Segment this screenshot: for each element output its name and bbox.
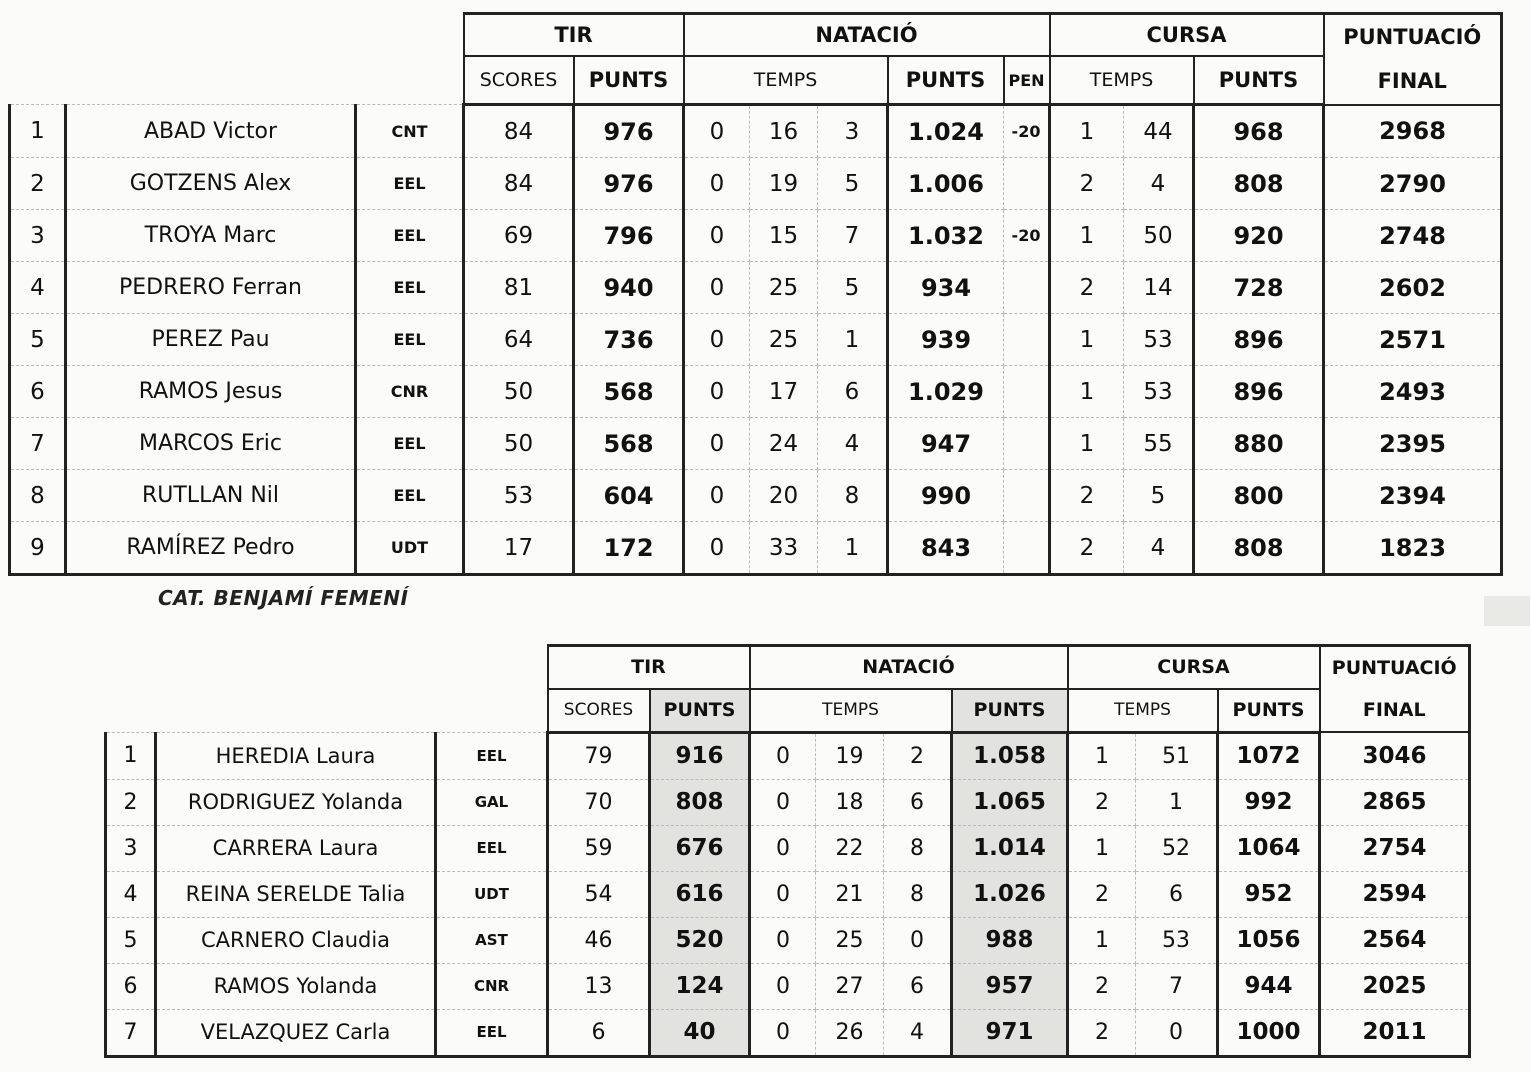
natacio-min-cell: 0 — [750, 1009, 816, 1056]
natacio-dec-cell: 6 — [884, 963, 952, 1009]
cursa-punts-cell: 1072 — [1218, 732, 1320, 779]
athlete-name-cell: RAMOS Yolanda — [156, 963, 436, 1009]
final-score-cell: 2968 — [1324, 105, 1502, 158]
cursa-min-cell: 1 — [1050, 366, 1124, 418]
tir-punts-header: PUNTS — [650, 689, 750, 732]
tir-punts-cell: 796 — [574, 210, 684, 262]
scan-smudge — [1484, 596, 1530, 626]
tir-scores-cell: 17 — [464, 522, 574, 575]
table-row — [106, 917, 1470, 963]
tir-punts-cell: 568 — [574, 366, 684, 418]
club-cell: EEL — [356, 418, 464, 470]
natacio-min-cell: 0 — [684, 262, 750, 314]
tir-punts-cell: 616 — [650, 871, 750, 917]
club-cell: EEL — [356, 314, 464, 366]
tir-scores-cell: 69 — [464, 210, 574, 262]
natacio-dec-cell: 8 — [884, 871, 952, 917]
tir-scores-cell: 70 — [548, 779, 650, 825]
tir-punts-cell: 124 — [650, 963, 750, 1009]
cursa-sec-cell: 14 — [1124, 262, 1194, 314]
penalty-cell — [1004, 366, 1050, 418]
table-row — [10, 522, 1502, 575]
cursa-sec-cell: 53 — [1124, 366, 1194, 418]
club-cell: EEL — [356, 158, 464, 210]
natacio-dec-cell: 5 — [818, 158, 888, 210]
athlete-name-cell: ABAD Victor — [66, 105, 356, 158]
natacio-sec-cell: 22 — [816, 825, 884, 871]
final-header-line1: PUNTUACIÓ — [1343, 25, 1482, 50]
natacio-temps-header: TEMPS — [750, 689, 952, 732]
natacio-punts-cell: 990 — [888, 470, 1004, 522]
athlete-name-cell: RODRIGUEZ Yolanda — [156, 779, 436, 825]
athlete-name-cell: TROYA Marc — [66, 210, 356, 262]
natacio-header: NATACIÓ — [684, 14, 1050, 57]
final-score-cell: 2748 — [1324, 210, 1502, 262]
natacio-punts-cell: 1.014 — [952, 825, 1068, 871]
natacio-min-cell: 0 — [750, 917, 816, 963]
natacio-min-cell: 0 — [684, 105, 750, 158]
natacio-dec-cell: 6 — [818, 366, 888, 418]
cursa-punts-cell: 944 — [1218, 963, 1320, 1009]
club-cell: EEL — [356, 262, 464, 314]
cursa-min-cell: 1 — [1068, 732, 1136, 779]
table-row — [10, 418, 1502, 470]
natacio-dec-cell: 1 — [818, 314, 888, 366]
tir-punts-cell: 568 — [574, 418, 684, 470]
position-cell: 6 — [106, 963, 156, 1009]
results-table-male — [8, 12, 1503, 576]
table-row — [106, 871, 1470, 917]
natacio-dec-cell: 2 — [884, 732, 952, 779]
penalty-cell: -20 — [1004, 210, 1050, 262]
natacio-min-cell: 0 — [750, 871, 816, 917]
penalty-cell — [1004, 314, 1050, 366]
tir-scores-cell: 64 — [464, 314, 574, 366]
natacio-dec-cell: 7 — [818, 210, 888, 262]
cursa-sec-cell: 5 — [1124, 470, 1194, 522]
final-score-header — [1324, 14, 1502, 105]
natacio-dec-cell: 3 — [818, 105, 888, 158]
natacio-sec-cell: 25 — [750, 314, 818, 366]
final-score-cell: 2865 — [1320, 779, 1470, 825]
natacio-min-cell: 0 — [684, 210, 750, 262]
athlete-name-cell: RAMOS Jesus — [66, 366, 356, 418]
tir-scores-cell: 53 — [464, 470, 574, 522]
table-row — [106, 825, 1470, 871]
athlete-name-cell: HEREDIA Laura — [156, 732, 436, 779]
tir-punts-cell: 604 — [574, 470, 684, 522]
table-row — [106, 963, 1470, 1009]
cursa-min-cell: 2 — [1068, 779, 1136, 825]
natacio-dec-cell: 8 — [884, 825, 952, 871]
tir-scores-cell: 13 — [548, 963, 650, 1009]
penalty-cell — [1004, 158, 1050, 210]
natacio-dec-cell: 6 — [884, 779, 952, 825]
natacio-dec-cell: 4 — [818, 418, 888, 470]
cursa-min-cell: 2 — [1068, 963, 1136, 1009]
cursa-min-cell: 2 — [1050, 470, 1124, 522]
natacio-punts-cell: 947 — [888, 418, 1004, 470]
cursa-sec-cell: 50 — [1124, 210, 1194, 262]
tir-scores-cell: 59 — [548, 825, 650, 871]
cursa-temps-header: TEMPS — [1068, 689, 1218, 732]
scores-header: SCORES — [548, 689, 650, 732]
tir-punts-cell: 172 — [574, 522, 684, 575]
tir-scores-cell: 6 — [548, 1009, 650, 1056]
final-score-cell: 2011 — [1320, 1009, 1470, 1056]
cursa-min-cell: 1 — [1050, 210, 1124, 262]
natacio-sec-cell: 15 — [750, 210, 818, 262]
cursa-punts-cell: 728 — [1194, 262, 1324, 314]
athlete-name-cell: CARRERA Laura — [156, 825, 436, 871]
club-cell: CNR — [356, 366, 464, 418]
natacio-sec-cell: 17 — [750, 366, 818, 418]
natacio-punts-cell: 1.024 — [888, 105, 1004, 158]
table-row — [106, 779, 1470, 825]
cursa-sec-cell: 0 — [1136, 1009, 1218, 1056]
tir-scores-cell: 54 — [548, 871, 650, 917]
natacio-punts-cell: 1.006 — [888, 158, 1004, 210]
natacio-punts-cell: 843 — [888, 522, 1004, 575]
penalty-cell — [1004, 470, 1050, 522]
results-table-benjami-femeni — [104, 644, 1471, 1058]
cursa-min-cell: 1 — [1050, 418, 1124, 470]
final-score-header — [1320, 646, 1470, 733]
natacio-sec-cell: 26 — [816, 1009, 884, 1056]
table-row — [10, 314, 1502, 366]
tir-scores-cell: 84 — [464, 105, 574, 158]
cursa-sec-cell: 51 — [1136, 732, 1218, 779]
athlete-name-cell: PEDRERO Ferran — [66, 262, 356, 314]
natacio-sec-cell: 25 — [750, 262, 818, 314]
cursa-punts-cell: 920 — [1194, 210, 1324, 262]
natacio-min-cell: 0 — [750, 732, 816, 779]
position-cell: 2 — [10, 158, 66, 210]
position-cell: 7 — [106, 1009, 156, 1056]
tir-punts-cell: 976 — [574, 105, 684, 158]
natacio-min-cell: 0 — [684, 366, 750, 418]
table-row — [106, 1009, 1470, 1056]
natacio-min-cell: 0 — [684, 314, 750, 366]
cursa-min-cell: 2 — [1068, 871, 1136, 917]
final-score-cell: 2571 — [1324, 314, 1502, 366]
natacio-sec-cell: 33 — [750, 522, 818, 575]
athlete-name-cell: VELAZQUEZ Carla — [156, 1009, 436, 1056]
cursa-header: CURSA — [1050, 14, 1324, 57]
position-cell: 3 — [10, 210, 66, 262]
position-cell: 8 — [10, 470, 66, 522]
club-cell: CNT — [356, 105, 464, 158]
club-cell: EEL — [436, 732, 548, 779]
final-score-cell: 2602 — [1324, 262, 1502, 314]
final-score-cell: 2790 — [1324, 158, 1502, 210]
final-header-line1: PUNTUACIÓ — [1331, 657, 1457, 679]
table-row — [10, 470, 1502, 522]
final-score-cell: 2594 — [1320, 871, 1470, 917]
natacio-sec-cell: 20 — [750, 470, 818, 522]
cursa-punts-header: PUNTS — [1218, 689, 1320, 732]
natacio-punts-cell: 934 — [888, 262, 1004, 314]
final-score-cell: 2025 — [1320, 963, 1470, 1009]
natacio-punts-cell: 957 — [952, 963, 1068, 1009]
cursa-punts-cell: 1056 — [1218, 917, 1320, 963]
final-score-cell: 2564 — [1320, 917, 1470, 963]
final-score-cell: 2754 — [1320, 825, 1470, 871]
tir-punts-cell: 940 — [574, 262, 684, 314]
cursa-sec-cell: 44 — [1124, 105, 1194, 158]
cursa-punts-cell: 800 — [1194, 470, 1324, 522]
club-cell: CNR — [436, 963, 548, 1009]
tir-scores-cell: 46 — [548, 917, 650, 963]
position-cell: 9 — [10, 522, 66, 575]
cursa-min-cell: 1 — [1068, 825, 1136, 871]
tir-punts-cell: 40 — [650, 1009, 750, 1056]
tir-header: TIR — [464, 14, 684, 57]
natacio-sec-cell: 16 — [750, 105, 818, 158]
penalty-cell — [1004, 418, 1050, 470]
natacio-punts-cell: 939 — [888, 314, 1004, 366]
cursa-punts-cell: 1064 — [1218, 825, 1320, 871]
tir-punts-cell: 976 — [574, 158, 684, 210]
tir-scores-cell: 84 — [464, 158, 574, 210]
natacio-punts-cell: 988 — [952, 917, 1068, 963]
club-cell: GAL — [436, 779, 548, 825]
cursa-punts-cell: 880 — [1194, 418, 1324, 470]
cursa-sec-cell: 52 — [1136, 825, 1218, 871]
position-cell: 1 — [10, 105, 66, 158]
penalty-cell — [1004, 522, 1050, 575]
position-cell: 2 — [106, 779, 156, 825]
cursa-punts-cell: 968 — [1194, 105, 1324, 158]
natacio-sec-cell: 18 — [816, 779, 884, 825]
athlete-name-cell: MARCOS Eric — [66, 418, 356, 470]
natacio-min-cell: 0 — [750, 779, 816, 825]
cursa-min-cell: 1 — [1050, 105, 1124, 158]
natacio-min-cell: 0 — [684, 418, 750, 470]
table-row — [10, 366, 1502, 418]
tir-punts-cell: 916 — [650, 732, 750, 779]
athlete-name-cell: RUTLLAN Nil — [66, 470, 356, 522]
natacio-dec-cell: 4 — [884, 1009, 952, 1056]
cursa-sec-cell: 53 — [1124, 314, 1194, 366]
tir-punts-cell: 520 — [650, 917, 750, 963]
natacio-header: NATACIÓ — [750, 646, 1068, 689]
club-cell: UDT — [436, 871, 548, 917]
cursa-punts-cell: 992 — [1218, 779, 1320, 825]
cursa-min-cell: 2 — [1050, 522, 1124, 575]
natacio-punts-cell: 1.029 — [888, 366, 1004, 418]
position-cell: 7 — [10, 418, 66, 470]
pen-header: PEN — [1004, 56, 1050, 105]
natacio-sec-cell: 19 — [750, 158, 818, 210]
natacio-min-cell: 0 — [750, 963, 816, 1009]
athlete-name-cell: CARNERO Claudia — [156, 917, 436, 963]
cursa-sec-cell: 4 — [1124, 158, 1194, 210]
position-cell: 5 — [10, 314, 66, 366]
club-cell: UDT — [356, 522, 464, 575]
final-header-line2: FINAL — [1362, 699, 1426, 721]
cursa-sec-cell: 55 — [1124, 418, 1194, 470]
natacio-temps-header: TEMPS — [684, 56, 888, 105]
cursa-min-cell: 2 — [1068, 1009, 1136, 1056]
cursa-punts-cell: 952 — [1218, 871, 1320, 917]
natacio-min-cell: 0 — [684, 470, 750, 522]
final-score-cell: 2395 — [1324, 418, 1502, 470]
natacio-min-cell: 0 — [684, 158, 750, 210]
penalty-cell — [1004, 262, 1050, 314]
position-cell: 4 — [10, 262, 66, 314]
penalty-cell: -20 — [1004, 105, 1050, 158]
position-cell: 5 — [106, 917, 156, 963]
natacio-sec-cell: 27 — [816, 963, 884, 1009]
natacio-punts-cell: 1.032 — [888, 210, 1004, 262]
cursa-min-cell: 1 — [1068, 917, 1136, 963]
table-row — [10, 262, 1502, 314]
final-score-cell: 3046 — [1320, 732, 1470, 779]
cursa-sec-cell: 4 — [1124, 522, 1194, 575]
natacio-punts-cell: 1.065 — [952, 779, 1068, 825]
cursa-punts-cell: 896 — [1194, 314, 1324, 366]
cursa-min-cell: 2 — [1050, 262, 1124, 314]
cursa-temps-header: TEMPS — [1050, 56, 1194, 105]
athlete-name-cell: RAMÍREZ Pedro — [66, 522, 356, 575]
natacio-punts-header: PUNTS — [952, 689, 1068, 732]
cursa-punts-cell: 808 — [1194, 158, 1324, 210]
natacio-dec-cell: 0 — [884, 917, 952, 963]
tir-punts-cell: 808 — [650, 779, 750, 825]
cursa-sec-cell: 7 — [1136, 963, 1218, 1009]
final-header-line2: FINAL — [1377, 69, 1447, 94]
cursa-sec-cell: 6 — [1136, 871, 1218, 917]
final-score-cell: 2493 — [1324, 366, 1502, 418]
cursa-punts-cell: 896 — [1194, 366, 1324, 418]
cursa-header: CURSA — [1068, 646, 1320, 689]
final-score-cell: 2394 — [1324, 470, 1502, 522]
club-cell: EEL — [356, 470, 464, 522]
position-cell: 1 — [106, 732, 156, 779]
club-cell: EEL — [356, 210, 464, 262]
natacio-punts-cell: 1.058 — [952, 732, 1068, 779]
table-row — [10, 158, 1502, 210]
cursa-sec-cell: 1 — [1136, 779, 1218, 825]
athlete-name-cell: PEREZ Pau — [66, 314, 356, 366]
tir-scores-cell: 50 — [464, 418, 574, 470]
athlete-name-cell: REINA SERELDE Talia — [156, 871, 436, 917]
natacio-dec-cell: 1 — [818, 522, 888, 575]
natacio-min-cell: 0 — [684, 522, 750, 575]
tir-scores-cell: 81 — [464, 262, 574, 314]
tir-punts-cell: 736 — [574, 314, 684, 366]
final-score-cell: 1823 — [1324, 522, 1502, 575]
athlete-name-cell: GOTZENS Alex — [66, 158, 356, 210]
club-cell: EEL — [436, 1009, 548, 1056]
table-row — [10, 105, 1502, 158]
natacio-sec-cell: 24 — [750, 418, 818, 470]
tir-punts-cell: 676 — [650, 825, 750, 871]
cursa-punts-cell: 1000 — [1218, 1009, 1320, 1056]
natacio-sec-cell: 21 — [816, 871, 884, 917]
club-cell: EEL — [436, 825, 548, 871]
natacio-dec-cell: 5 — [818, 262, 888, 314]
natacio-punts-header: PUNTS — [888, 56, 1004, 105]
cursa-min-cell: 2 — [1050, 158, 1124, 210]
position-cell: 4 — [106, 871, 156, 917]
position-cell: 6 — [10, 366, 66, 418]
tir-scores-cell: 50 — [464, 366, 574, 418]
table-row — [106, 732, 1470, 779]
natacio-punts-cell: 971 — [952, 1009, 1068, 1056]
natacio-dec-cell: 8 — [818, 470, 888, 522]
table-row — [10, 210, 1502, 262]
tir-punts-header: PUNTS — [574, 56, 684, 105]
position-cell: 3 — [106, 825, 156, 871]
scores-header: SCORES — [464, 56, 574, 105]
cursa-punts-cell: 808 — [1194, 522, 1324, 575]
natacio-sec-cell: 25 — [816, 917, 884, 963]
cursa-min-cell: 1 — [1050, 314, 1124, 366]
natacio-punts-cell: 1.026 — [952, 871, 1068, 917]
natacio-sec-cell: 19 — [816, 732, 884, 779]
tir-scores-cell: 79 — [548, 732, 650, 779]
cursa-sec-cell: 53 — [1136, 917, 1218, 963]
natacio-min-cell: 0 — [750, 825, 816, 871]
category-title: CAT. BENJAMÍ FEMENÍ — [158, 586, 409, 610]
club-cell: AST — [436, 917, 548, 963]
cursa-punts-header: PUNTS — [1194, 56, 1324, 105]
tir-header: TIR — [548, 646, 750, 689]
